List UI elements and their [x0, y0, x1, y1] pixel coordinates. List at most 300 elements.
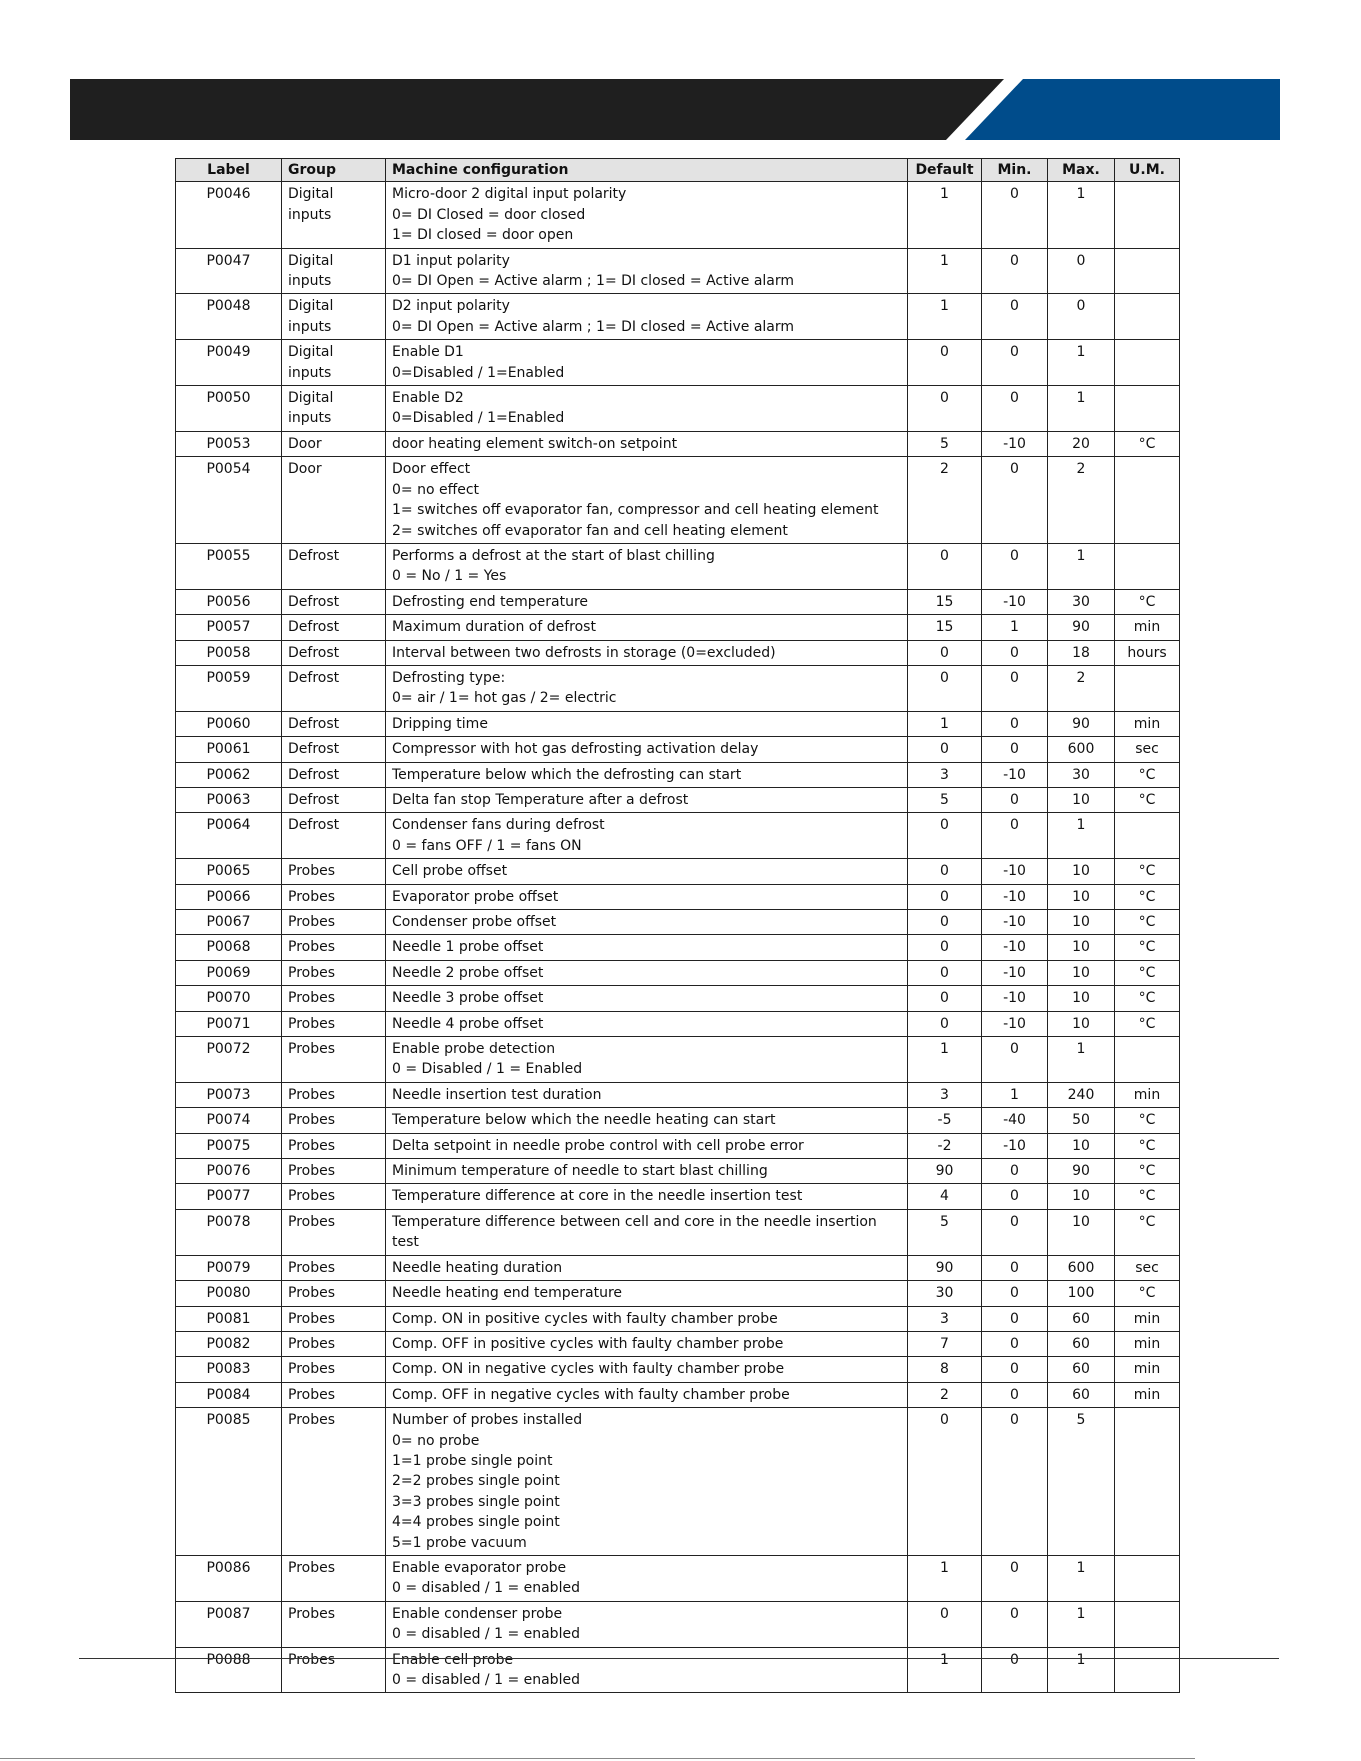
cell-line: 4=4 probes single point [392, 1514, 560, 1531]
cell-line: Enable cell probe [392, 1651, 514, 1668]
cell-label: P0072 [176, 1037, 282, 1083]
cell-line: Micro-door 2 digital input polarity [392, 186, 627, 203]
cell-um: °C [1115, 986, 1180, 1011]
cell-label: P0078 [176, 1209, 282, 1255]
cell-min: 0 [982, 294, 1048, 340]
cell-line: Defrost [288, 547, 340, 564]
cell-group [282, 543, 386, 589]
cell-um: min [1115, 615, 1180, 640]
cell-um: °C [1115, 1159, 1180, 1184]
cell-line: Cell probe offset [392, 863, 508, 880]
cell-default: 1 [908, 711, 982, 736]
cell-default: 2 [908, 1382, 982, 1407]
cell-default: 1 [908, 294, 982, 340]
cell-label: P0054 [176, 457, 282, 544]
cell-group [282, 294, 386, 340]
cell-label: P0073 [176, 1082, 282, 1107]
cell-default: 0 [908, 910, 982, 935]
cell-um: min [1115, 1082, 1180, 1107]
cell-label: P0079 [176, 1255, 282, 1280]
cell-um: °C [1115, 859, 1180, 884]
cell-label: P0077 [176, 1184, 282, 1209]
cell-label: P0064 [176, 813, 282, 859]
table-row [176, 589, 1180, 614]
cell-line: inputs [288, 318, 332, 335]
cell-line: Interval between two defrosts in storage (0=excluded) [392, 644, 776, 661]
cell-line: Digital [288, 390, 334, 407]
page-bottom-rule [0, 1758, 1195, 1759]
cell-line: Probes [288, 1559, 336, 1576]
cell-line: 0= DI Open = Active alarm ; 1= DI closed = Active alarm [392, 273, 795, 290]
cell-default: 4 [908, 1184, 982, 1209]
cell-min: -10 [982, 986, 1048, 1011]
cell-group [282, 431, 386, 456]
cell-group [282, 1082, 386, 1107]
cell-min: 0 [982, 1159, 1048, 1184]
cell-label: P0081 [176, 1306, 282, 1331]
parameters-table-container [175, 158, 1179, 1693]
table-row [176, 787, 1180, 812]
cell-default: 5 [908, 787, 982, 812]
cell-max: 600 [1048, 1255, 1115, 1280]
cell-line: Probes [288, 939, 336, 956]
cell-max: 0 [1048, 248, 1115, 294]
cell-min: 0 [982, 813, 1048, 859]
cell-line: 5=1 probe vacuum [392, 1534, 527, 1551]
cell-default: 0 [908, 543, 982, 589]
cell-label: P0048 [176, 294, 282, 340]
cell-min: -10 [982, 1011, 1048, 1036]
cell-line: 2= switches off evaporator fan and cell heating element [392, 522, 788, 539]
cell-max: 10 [1048, 935, 1115, 960]
cell-line: Defrost [288, 619, 340, 636]
cell-machine-configuration [386, 1601, 908, 1647]
cell-label: P0065 [176, 859, 282, 884]
cell-max: 10 [1048, 1209, 1115, 1255]
cell-machine-configuration [386, 1082, 908, 1107]
cell-default: 0 [908, 813, 982, 859]
cell-um [1115, 543, 1180, 589]
header-default: Default [908, 159, 982, 182]
cell-default: 5 [908, 431, 982, 456]
cell-line: 0 = disabled / 1 = enabled [392, 1626, 580, 1643]
cell-machine-configuration [386, 665, 908, 711]
cell-machine-configuration [386, 543, 908, 589]
header-machine-configuration: Machine configuration [386, 159, 908, 182]
cell-label: P0088 [176, 1647, 282, 1693]
cell-machine-configuration [386, 787, 908, 812]
cell-line: 0=Disabled / 1=Enabled [392, 364, 565, 381]
cell-line: Evaporator probe offset [392, 888, 559, 905]
cell-line: Door effect [392, 461, 471, 478]
cell-max: 1 [1048, 1601, 1115, 1647]
cell-max: 60 [1048, 1357, 1115, 1382]
table-row [176, 1382, 1180, 1407]
cell-label: P0049 [176, 340, 282, 386]
header-max: Max. [1048, 159, 1115, 182]
cell-default: 1 [908, 1037, 982, 1083]
cell-default: 3 [908, 1082, 982, 1107]
cell-group [282, 813, 386, 859]
cell-group [282, 1011, 386, 1036]
table-row [176, 386, 1180, 432]
cell-um [1115, 294, 1180, 340]
header-um: U.M. [1115, 159, 1180, 182]
cell-machine-configuration [386, 640, 908, 665]
cell-line: Defrosting end temperature [392, 593, 589, 610]
cell-line: Comp. ON in positive cycles with faulty chamber probe [392, 1310, 778, 1327]
cell-min: 0 [982, 457, 1048, 544]
cell-default: 90 [908, 1159, 982, 1184]
cell-line: Temperature difference between cell and core in the needle insertion [392, 1213, 877, 1230]
header-banner [70, 79, 1280, 140]
cell-max: 2 [1048, 457, 1115, 544]
table-row [176, 340, 1180, 386]
cell-default: 15 [908, 615, 982, 640]
cell-default: 0 [908, 986, 982, 1011]
cell-line: Needle 3 probe offset [392, 990, 544, 1007]
cell-max: 600 [1048, 737, 1115, 762]
cell-group [282, 1331, 386, 1356]
cell-um [1115, 457, 1180, 544]
cell-label: P0070 [176, 986, 282, 1011]
cell-line: Comp. OFF in negative cycles with faulty chamber probe [392, 1386, 790, 1403]
cell-line: Defrost [288, 669, 340, 686]
cell-default: 0 [908, 737, 982, 762]
cell-default: -2 [908, 1133, 982, 1158]
header-dark-band [70, 79, 1004, 140]
table-row [176, 960, 1180, 985]
cell-max: 60 [1048, 1306, 1115, 1331]
cell-default: 0 [908, 1601, 982, 1647]
cell-max: 50 [1048, 1108, 1115, 1133]
cell-max: 90 [1048, 711, 1115, 736]
cell-default: 5 [908, 1209, 982, 1255]
cell-line: Temperature below which the needle heating can start [392, 1112, 776, 1129]
cell-group [282, 1382, 386, 1407]
cell-min: 0 [982, 1647, 1048, 1693]
cell-label: P0082 [176, 1331, 282, 1356]
cell-group [282, 711, 386, 736]
cell-min: 0 [982, 1281, 1048, 1306]
header-min: Min. [982, 159, 1048, 182]
cell-min: 1 [982, 1082, 1048, 1107]
cell-default: 3 [908, 762, 982, 787]
table-header-row [176, 159, 1180, 182]
cell-group [282, 589, 386, 614]
cell-line: Maximum duration of defrost [392, 619, 596, 636]
cell-line: Probes [288, 990, 336, 1007]
cell-um: sec [1115, 737, 1180, 762]
cell-label: P0058 [176, 640, 282, 665]
cell-um [1115, 248, 1180, 294]
cell-label: P0053 [176, 431, 282, 456]
cell-default: 1 [908, 1647, 982, 1693]
cell-max: 1 [1048, 386, 1115, 432]
cell-machine-configuration [386, 884, 908, 909]
cell-machine-configuration [386, 859, 908, 884]
cell-um: hours [1115, 640, 1180, 665]
table-row [176, 1255, 1180, 1280]
table-row [176, 711, 1180, 736]
cell-min: 0 [982, 1331, 1048, 1356]
cell-line: Dripping time [392, 715, 488, 732]
header-banner-graphic [70, 79, 1280, 140]
cell-group [282, 1408, 386, 1556]
cell-max: 30 [1048, 589, 1115, 614]
cell-machine-configuration [386, 340, 908, 386]
cell-default: 7 [908, 1331, 982, 1356]
cell-um: °C [1115, 589, 1180, 614]
cell-min: 0 [982, 1408, 1048, 1556]
cell-line: 0 = Disabled / 1 = Enabled [392, 1061, 583, 1078]
cell-min: 0 [982, 1209, 1048, 1255]
cell-um: °C [1115, 884, 1180, 909]
cell-machine-configuration [386, 1037, 908, 1083]
table-row [176, 1408, 1180, 1556]
cell-line: 0 = disabled / 1 = enabled [392, 1580, 580, 1597]
table-row [176, 665, 1180, 711]
table-row [176, 1647, 1180, 1693]
cell-min: 0 [982, 1255, 1048, 1280]
cell-machine-configuration [386, 910, 908, 935]
cell-group [282, 248, 386, 294]
cell-default: 0 [908, 640, 982, 665]
cell-machine-configuration [386, 1555, 908, 1601]
cell-max: 90 [1048, 1159, 1115, 1184]
cell-um [1115, 340, 1180, 386]
cell-default: 90 [908, 1255, 982, 1280]
cell-line: Probes [288, 1259, 336, 1276]
cell-group [282, 884, 386, 909]
cell-um: °C [1115, 762, 1180, 787]
cell-max: 60 [1048, 1382, 1115, 1407]
cell-machine-configuration [386, 1133, 908, 1158]
cell-group [282, 182, 386, 248]
cell-group [282, 1306, 386, 1331]
cell-line: Defrost [288, 766, 340, 783]
cell-line: 0= DI Closed = door closed [392, 206, 586, 223]
cell-line: test [392, 1234, 419, 1251]
cell-label: P0055 [176, 543, 282, 589]
cell-max: 10 [1048, 910, 1115, 935]
cell-machine-configuration [386, 737, 908, 762]
cell-label: P0076 [176, 1159, 282, 1184]
table-row [176, 762, 1180, 787]
cell-line: Comp. OFF in positive cycles with faulty chamber probe [392, 1335, 784, 1352]
cell-default: 8 [908, 1357, 982, 1382]
cell-line: Defrost [288, 791, 340, 808]
cell-machine-configuration [386, 960, 908, 985]
cell-line: Number of probes installed [392, 1412, 583, 1429]
cell-group [282, 615, 386, 640]
cell-machine-configuration [386, 1011, 908, 1036]
cell-label: P0057 [176, 615, 282, 640]
cell-line: 0 = disabled / 1 = enabled [392, 1672, 580, 1688]
cell-group [282, 1255, 386, 1280]
table-row [176, 1184, 1180, 1209]
cell-min: -10 [982, 935, 1048, 960]
cell-min: 0 [982, 1357, 1048, 1382]
cell-line: Digital [288, 298, 334, 315]
cell-um: °C [1115, 910, 1180, 935]
cell-min: 0 [982, 386, 1048, 432]
cell-max: 10 [1048, 1184, 1115, 1209]
table-row [176, 1011, 1180, 1036]
cell-machine-configuration [386, 1306, 908, 1331]
cell-group [282, 859, 386, 884]
cell-line: Digital [288, 252, 334, 269]
table-row [176, 1037, 1180, 1083]
cell-machine-configuration [386, 1281, 908, 1306]
cell-machine-configuration [386, 182, 908, 248]
cell-label: P0066 [176, 884, 282, 909]
cell-max: 30 [1048, 762, 1115, 787]
cell-group [282, 340, 386, 386]
table-row [176, 1133, 1180, 1158]
parameters-table [175, 158, 1180, 1693]
table-row [176, 884, 1180, 909]
cell-line: 1=1 probe single point [392, 1452, 553, 1469]
cell-line: Minimum temperature of needle to start blast chilling [392, 1163, 768, 1180]
table-row [176, 859, 1180, 884]
cell-default: 1 [908, 182, 982, 248]
cell-min: 0 [982, 1601, 1048, 1647]
cell-max: 0 [1048, 294, 1115, 340]
cell-line: inputs [288, 410, 332, 427]
cell-machine-configuration [386, 1357, 908, 1382]
cell-line: Probes [288, 1361, 336, 1378]
cell-line: D1 input polarity [392, 252, 510, 269]
cell-default: 0 [908, 960, 982, 985]
cell-label: P0068 [176, 935, 282, 960]
cell-line: 0= DI Open = Active alarm ; 1= DI closed = Active alarm [392, 318, 795, 335]
cell-default: 0 [908, 935, 982, 960]
cell-label: P0087 [176, 1601, 282, 1647]
cell-um: °C [1115, 935, 1180, 960]
cell-line: Defrost [288, 715, 340, 732]
cell-um [1115, 1555, 1180, 1601]
cell-line: Probes [288, 888, 336, 905]
table-row [176, 615, 1180, 640]
cell-line: Temperature difference at core in the needle insertion test [392, 1188, 803, 1205]
cell-label: P0061 [176, 737, 282, 762]
cell-line: Door [288, 461, 322, 478]
cell-line: Enable evaporator probe [392, 1559, 567, 1576]
cell-machine-configuration [386, 248, 908, 294]
cell-line: Needle heating end temperature [392, 1285, 623, 1302]
cell-max: 1 [1048, 1037, 1115, 1083]
cell-um: °C [1115, 1209, 1180, 1255]
table-row [176, 543, 1180, 589]
cell-line: Probes [288, 1605, 336, 1622]
table-row [176, 1306, 1180, 1331]
cell-max: 100 [1048, 1281, 1115, 1306]
cell-line: Enable probe detection [392, 1041, 556, 1058]
cell-machine-configuration [386, 589, 908, 614]
cell-default: 3 [908, 1306, 982, 1331]
table-row [176, 737, 1180, 762]
cell-group [282, 960, 386, 985]
cell-min: 0 [982, 640, 1048, 665]
table-row [176, 457, 1180, 544]
table-row [176, 1555, 1180, 1601]
cell-group [282, 1037, 386, 1083]
cell-max: 1 [1048, 1555, 1115, 1601]
cell-um [1115, 1647, 1180, 1693]
cell-max: 10 [1048, 884, 1115, 909]
cell-um [1115, 665, 1180, 711]
cell-machine-configuration [386, 1184, 908, 1209]
cell-line: Defrosting type: [392, 669, 506, 686]
cell-machine-configuration [386, 813, 908, 859]
cell-line: Probes [288, 1412, 336, 1429]
cell-max: 18 [1048, 640, 1115, 665]
cell-max: 60 [1048, 1331, 1115, 1356]
cell-line: Digital [288, 344, 334, 361]
table-row [176, 182, 1180, 248]
cell-min: -10 [982, 859, 1048, 884]
cell-label: P0062 [176, 762, 282, 787]
cell-line: Probes [288, 1310, 336, 1327]
cell-um: sec [1115, 1255, 1180, 1280]
cell-line: Defrost [288, 741, 340, 758]
cell-group [282, 1555, 386, 1601]
cell-line: Probes [288, 1163, 336, 1180]
cell-machine-configuration [386, 986, 908, 1011]
cell-label: P0086 [176, 1555, 282, 1601]
cell-min: 0 [982, 1555, 1048, 1601]
cell-um: °C [1115, 431, 1180, 456]
cell-max: 1 [1048, 1647, 1115, 1693]
cell-um: min [1115, 1331, 1180, 1356]
cell-max: 20 [1048, 431, 1115, 456]
cell-group [282, 737, 386, 762]
cell-machine-configuration [386, 294, 908, 340]
cell-group [282, 665, 386, 711]
cell-min: -10 [982, 910, 1048, 935]
cell-default: 0 [908, 665, 982, 711]
cell-line: Defrost [288, 593, 340, 610]
cell-line: inputs [288, 364, 332, 381]
cell-um: °C [1115, 1108, 1180, 1133]
cell-group [282, 386, 386, 432]
cell-max: 240 [1048, 1082, 1115, 1107]
table-row [176, 1159, 1180, 1184]
footer-rule [79, 1658, 1279, 1659]
cell-default: 0 [908, 859, 982, 884]
cell-label: P0063 [176, 787, 282, 812]
cell-min: -10 [982, 431, 1048, 456]
table-row [176, 935, 1180, 960]
cell-machine-configuration [386, 1159, 908, 1184]
cell-line: Condenser probe offset [392, 914, 557, 930]
cell-line: Temperature below which the defrosting can start [392, 766, 742, 783]
cell-line: Defrost [288, 644, 340, 661]
cell-um: min [1115, 711, 1180, 736]
table-row [176, 1331, 1180, 1356]
cell-default: 0 [908, 340, 982, 386]
cell-line: Probes [288, 1651, 336, 1668]
cell-group [282, 1159, 386, 1184]
cell-min: 0 [982, 1037, 1048, 1083]
header-label: Label [176, 159, 282, 182]
cell-default: -5 [908, 1108, 982, 1133]
cell-min: -40 [982, 1108, 1048, 1133]
cell-line: 1= switches off evaporator fan, compressor and cell heating element [392, 502, 879, 519]
cell-machine-configuration [386, 1382, 908, 1407]
cell-max: 10 [1048, 1133, 1115, 1158]
